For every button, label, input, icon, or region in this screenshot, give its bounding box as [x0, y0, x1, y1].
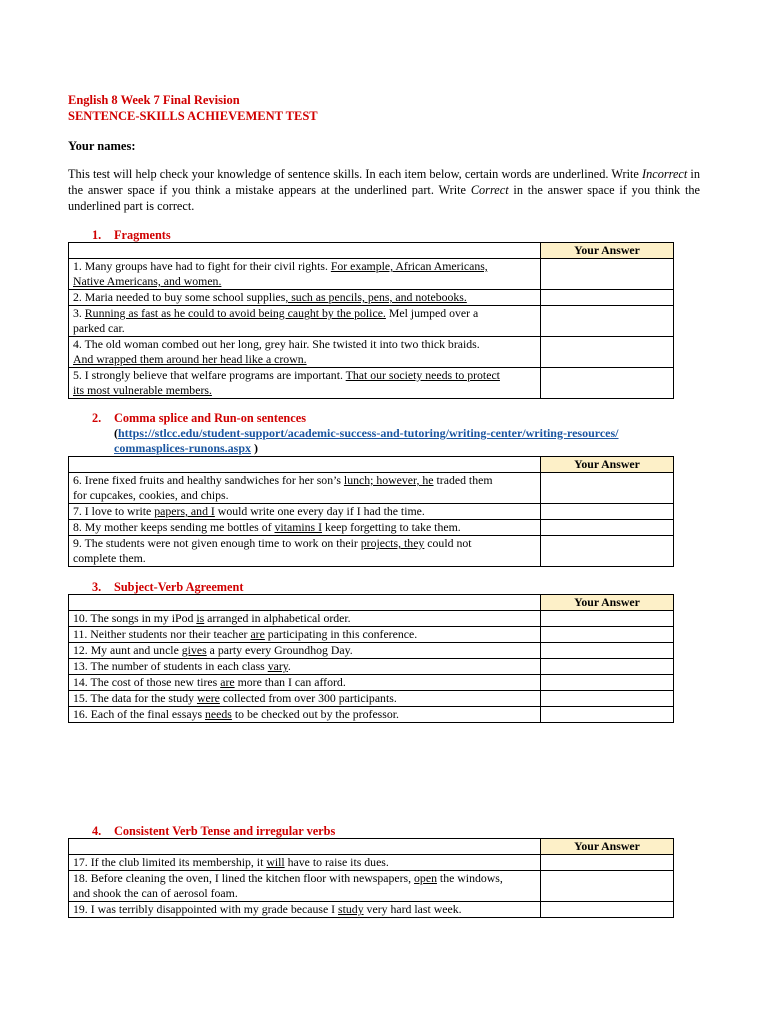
item-text: to be checked out by the professor. [231, 707, 399, 721]
answer-cell[interactable] [541, 504, 674, 520]
answer-header: Your Answer [541, 243, 674, 259]
underlined-text: is [196, 611, 205, 625]
question-cell [69, 520, 541, 536]
instructions-paragraph [68, 166, 700, 214]
answer-cell[interactable] [541, 675, 674, 691]
document-title-line1: English 8 Week 7 Final Revision [68, 93, 240, 107]
section-number: 1. [92, 228, 102, 242]
intro-incorrect: Incorrect [642, 167, 688, 181]
item-text: 15. The data for the study [73, 691, 197, 705]
answer-cell[interactable] [541, 368, 674, 399]
question-cell [69, 368, 541, 399]
question-cell [69, 691, 541, 707]
underlined-text: Running as fast as he could to avoid being caught by the police. [84, 306, 386, 320]
underlined-text: vitamins I [274, 520, 323, 534]
resource-link[interactable]: https://stlcc.edu/student-support/academic-success-and-tutoring/writing-center/writing-resources/ [118, 426, 619, 440]
header-blank-cell [69, 595, 541, 611]
item-text: 10. The songs in my iPod [73, 611, 197, 625]
table-row [69, 259, 674, 290]
answer-cell[interactable] [541, 520, 674, 536]
intro-text-2: in the answer space if you think a mistake appears at the underlined part. Write [68, 167, 700, 197]
answer-header: Your Answer [541, 595, 674, 611]
header-blank-cell [69, 243, 541, 259]
answer-cell[interactable] [541, 290, 674, 306]
link-paren: ) [251, 441, 259, 455]
section-heading-comma-splice [92, 411, 306, 426]
section-heading-verb-tense [92, 824, 335, 839]
resource-link-block [114, 426, 619, 456]
answer-cell[interactable] [541, 691, 674, 707]
question-cell [69, 259, 541, 290]
question-cell [69, 627, 541, 643]
table-row [69, 368, 674, 399]
item-text: keep forgetting to take them. [322, 520, 461, 534]
table-row [69, 536, 674, 567]
table-row [69, 627, 674, 643]
item-text: 11. Neither students nor their teacher [73, 627, 251, 641]
table-row [69, 902, 674, 918]
underlined-text: vary [267, 659, 288, 673]
answer-header: Your Answer [541, 839, 674, 855]
underlined-text: papers, and I [154, 504, 215, 518]
intro-correct: Correct [470, 183, 509, 197]
names-label: Your names: [68, 139, 136, 153]
comma-splice-table [68, 456, 674, 567]
table-row [69, 691, 674, 707]
table-row [69, 306, 674, 337]
document-title-line2: SENTENCE-SKILLS ACHIEVEMENT TEST [68, 109, 318, 123]
table-row [69, 611, 674, 627]
table-row [69, 504, 674, 520]
answer-cell[interactable] [541, 871, 674, 902]
table-row [69, 290, 674, 306]
underlined-text: will [266, 855, 285, 869]
answer-cell[interactable] [541, 627, 674, 643]
item-text: and shook the can of aerosol foam. [73, 886, 238, 900]
answer-cell[interactable] [541, 473, 674, 504]
underlined-text: , such as pencils, pens, and notebooks. [285, 290, 467, 304]
underlined-text: its most vulnerable members. [73, 383, 212, 397]
answer-header: Your Answer [541, 457, 674, 473]
item-text: traded them [433, 473, 493, 487]
underlined-text: were [196, 691, 220, 705]
underlined-text: are [250, 627, 265, 641]
item-text: a party every Groundhog Day. [206, 643, 353, 657]
item-text: . [287, 659, 291, 673]
question-cell [69, 659, 541, 675]
underlined-text: That our society needs to protect [345, 368, 500, 382]
item-text: complete them. [73, 551, 146, 565]
item-text: 2. Maria needed to buy some school supplies [73, 290, 286, 304]
table-row [69, 643, 674, 659]
answer-cell[interactable] [541, 306, 674, 337]
item-text: 9. The students were not given enough time to work on their [73, 536, 361, 550]
item-text: 3. [73, 306, 85, 320]
table-row [69, 855, 674, 871]
section-title: Subject-Verb Agreement [114, 580, 244, 594]
underlined-text: Native Americans, and women. [73, 274, 222, 288]
item-text: collected from over 300 participants. [219, 691, 397, 705]
header-blank-cell [69, 839, 541, 855]
underlined-text: lunch; however, he [343, 473, 434, 487]
item-text: 4. The old woman combed out her long, grey hair. She twisted it into two thick braids. [73, 337, 480, 351]
underlined-text: are [220, 675, 235, 689]
answer-cell[interactable] [541, 659, 674, 675]
intro-text-1: This test will help check your knowledge of sentence skills. In each item below, certain words are underlined. Write [68, 167, 642, 181]
item-text: participating in this conference. [264, 627, 418, 641]
section-title: Fragments [114, 228, 171, 242]
header-blank-cell [69, 457, 541, 473]
answer-cell[interactable] [541, 643, 674, 659]
item-text: 12. My aunt and uncle [73, 643, 182, 657]
intro-text-3: in the answer space if you think the underlined part is correct. [68, 183, 701, 213]
section-title: Comma splice and Run-on sentences [114, 411, 306, 425]
question-cell [69, 337, 541, 368]
question-cell [69, 306, 541, 337]
item-text: 17. If the club limited its membership, it [73, 855, 267, 869]
question-cell [69, 504, 541, 520]
fragments-table [68, 242, 674, 399]
item-text: could not [424, 536, 472, 550]
question-cell [69, 611, 541, 627]
item-text: 16. Each of the final essays [73, 707, 206, 721]
underlined-text: open [414, 871, 437, 885]
subject-verb-table [68, 594, 674, 723]
item-text: 1. Many groups have had to fight for their civil rights. [73, 259, 331, 273]
table-row [69, 473, 674, 504]
answer-cell[interactable] [541, 536, 674, 567]
section-heading-subject-verb [92, 580, 243, 595]
resource-link-cont[interactable]: commasplices-runons.aspx [114, 441, 252, 455]
table-row [69, 337, 674, 368]
item-text: would write one every day if I had the time. [214, 504, 425, 518]
underlined-text: For example, African Americans, [330, 259, 488, 273]
link-paren: ( [114, 426, 118, 440]
item-text: for cupcakes, cookies, and chips. [73, 488, 229, 502]
item-text: 14. The cost of those new tires [73, 675, 221, 689]
answer-cell[interactable] [541, 611, 674, 627]
question-cell [69, 643, 541, 659]
table-row [69, 871, 674, 902]
question-cell [69, 675, 541, 691]
item-text: 8. My mother keeps sending me bottles of [73, 520, 275, 534]
section-number: 3. [92, 580, 102, 594]
question-cell [69, 871, 541, 902]
question-cell [69, 902, 541, 918]
section-title: Consistent Verb Tense and irregular verbs [114, 824, 336, 838]
section-heading-fragments [92, 228, 171, 243]
item-text: more than I can afford. [234, 675, 346, 689]
item-text: Mel jumped over a [385, 306, 479, 320]
answer-cell[interactable] [541, 902, 674, 918]
table-row [69, 707, 674, 723]
item-text: arranged in alphabetical order. [204, 611, 351, 625]
answer-cell[interactable] [541, 259, 674, 290]
section-number: 2. [92, 411, 102, 425]
item-text: 18. Before cleaning the oven, I lined the kitchen floor with newspapers, [73, 871, 415, 885]
item-text: 19. I was terribly disappointed with my grade because I [73, 902, 339, 916]
underlined-text: needs [205, 707, 232, 721]
item-text: 5. I strongly believe that welfare programs are important. [73, 368, 346, 382]
item-text: the windows, [436, 871, 503, 885]
answer-cell[interactable] [541, 337, 674, 368]
answer-cell[interactable] [541, 855, 674, 871]
item-text: 13. The number of students in each class [73, 659, 268, 673]
underlined-text: study [338, 902, 364, 916]
verb-tense-table [68, 838, 674, 918]
item-text: 7. I love to write [73, 504, 155, 518]
table-row [69, 659, 674, 675]
question-cell [69, 855, 541, 871]
item-text: very hard last week. [363, 902, 462, 916]
underlined-text: And wrapped them around her head like a crown. [73, 352, 307, 366]
item-text: have to raise its dues. [284, 855, 389, 869]
section-number: 4. [92, 824, 102, 838]
table-row [69, 520, 674, 536]
underlined-text: gives [181, 643, 207, 657]
answer-cell[interactable] [541, 707, 674, 723]
question-cell [69, 473, 541, 504]
item-text: 6. Irene fixed fruits and healthy sandwiches for her son’s [73, 473, 344, 487]
question-cell [69, 536, 541, 567]
table-row [69, 675, 674, 691]
item-text: parked car. [73, 321, 125, 335]
question-cell [69, 290, 541, 306]
underlined-text: projects, they [360, 536, 425, 550]
question-cell [69, 707, 541, 723]
